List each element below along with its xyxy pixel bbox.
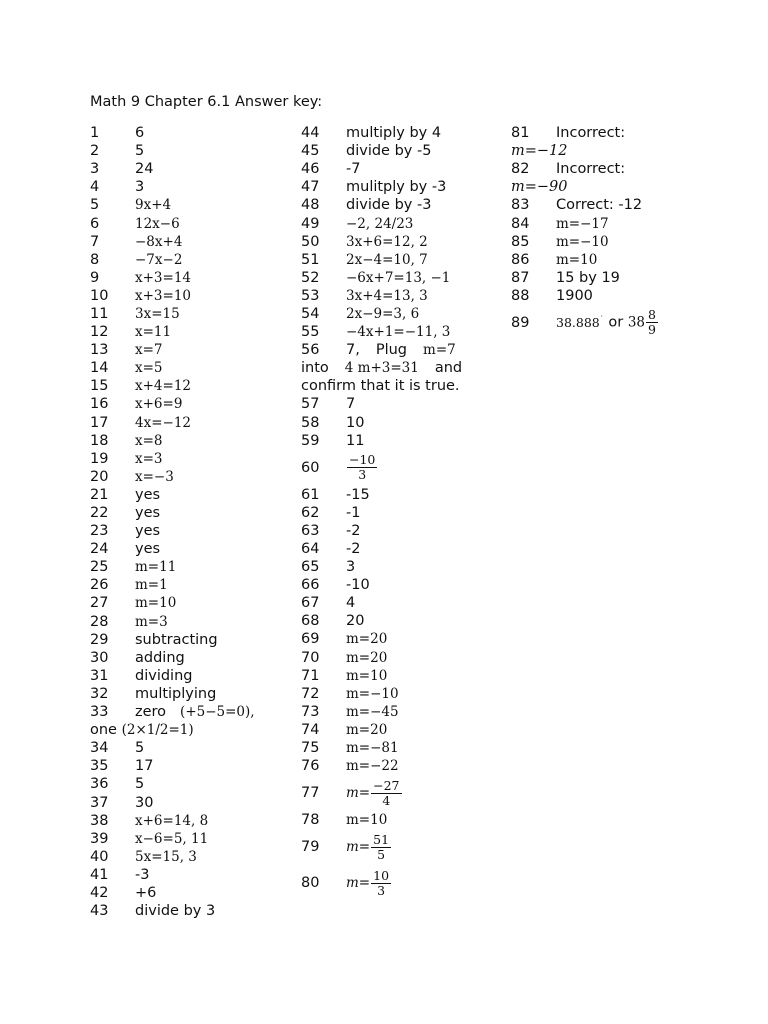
question-number: 54 [301,305,320,322]
answer-text: 20 [346,613,365,630]
answer-column-3 [511,124,731,341]
question-number: 81 [511,125,530,142]
answer-row-77 [301,775,501,811]
question-number: 59 [301,432,320,449]
math-expression: m= [346,839,371,856]
answer-row-15 [90,377,290,395]
answer-row-79 [301,829,501,865]
question-number: 30 [90,649,109,666]
question-number: 80 [301,875,320,892]
answer-text: divide by -3 [346,197,432,214]
answer-text: 7 [346,396,356,413]
answer-row-72 [301,685,501,703]
question-number: 48 [301,197,320,214]
question-number: 35 [90,758,109,775]
answer-row-59 [301,432,501,450]
question-number: 63 [301,522,320,539]
answer-text: mulitply by -3 [346,179,447,196]
question-number: 6 [90,215,100,232]
answer-row-12 [90,323,290,341]
answer-text: -3 [135,866,150,883]
answer-text: m=10 [135,595,177,612]
question-number: 36 [90,776,109,793]
answer-row-32 [90,685,290,703]
answer-text: −2, 24/23 [346,215,414,232]
answer-row-23 [90,522,290,540]
question-number: 41 [90,866,109,883]
answer-text: 3x+4=13, 3 [346,287,428,304]
question-number: 27 [90,595,109,612]
answer-row-34 [90,739,290,757]
answer-text: m=20 [346,721,388,738]
answer-text: 3x+6=12, 2 [346,233,428,250]
answer-text: x+6=14, 8 [135,812,209,829]
question-number: 76 [301,758,320,775]
answer-row-33-continued: one (2×1/2=1) [90,722,194,739]
answer-text: 38.888˙ or 38 $\frac{8}{9}$ [556,307,656,338]
question-number: 65 [301,559,320,576]
answer-row-21 [90,486,290,504]
answer-text: 5 [135,776,145,793]
answer-text: -1 [346,504,361,521]
question-number: 73 [301,703,320,720]
answer-row-82 [511,160,731,178]
answer-text: -2 [346,541,361,558]
answer-row-38 [90,812,290,830]
question-number: 66 [301,577,320,594]
answer-row-10 [90,287,290,305]
answer-row-37 [90,793,290,811]
answer-row-62 [301,504,501,522]
question-number: 25 [90,559,109,576]
question-number: 71 [301,667,320,684]
question-number: 58 [301,414,320,431]
answer-text: 10 [346,414,365,431]
answer-text: −6x+7=13, −1 [346,269,451,286]
answer-row-19 [90,450,290,468]
answer-text: m=3 [135,613,168,630]
question-number: 68 [301,613,320,630]
answer-row-53 [301,287,501,305]
fraction-numerator: −27 [373,777,400,793]
answer-row-83 [511,196,731,214]
answer-text: 9x+4 [135,197,172,214]
answer-row-25 [90,558,290,576]
question-number: 89 [511,314,530,331]
question-number: 40 [90,848,109,865]
question-number: 52 [301,269,320,286]
answer-row-18 [90,432,290,450]
answer-row-68 [301,612,501,630]
question-number: 24 [90,541,109,558]
answer-row-7 [90,233,290,251]
answer-text: 5 [135,740,145,757]
answer-text: m=1 [135,577,168,594]
answer-text: m=10 [346,667,388,684]
answer-row-9 [90,269,290,287]
question-number: 45 [301,143,320,160]
answer-row-40 [90,848,290,866]
question-number: 78 [301,812,320,829]
repeat-mark: ˙ [599,314,604,324]
question-number: 85 [511,233,530,250]
question-number: 13 [90,342,109,359]
answer-row-43 [90,902,290,920]
question-number: 61 [301,486,320,503]
answer-text: x=11 [135,324,172,341]
answer-row-11 [90,305,290,323]
answer-text: 24 [135,161,154,178]
fraction-numerator: 8 [648,307,656,323]
question-number: 62 [301,504,320,521]
answer-text: m=10 [346,812,388,829]
answer-text: 2x−9=3, 6 [346,305,420,322]
answer-row-69 [301,630,501,648]
answer-row-74 [301,721,501,739]
answer-text: divide by -5 [346,143,432,160]
math-expression: m= [346,785,371,802]
answer-text: 7, Plug m=7 [346,342,456,359]
answer-row-64 [301,540,501,558]
answer-text: −7x−2 [135,251,183,268]
answer-text: x=−3 [135,468,174,485]
answer-text: 5 [135,143,145,160]
answer-row-89 [511,305,731,341]
answer-row-84 [511,214,731,232]
answer-row-80 [301,865,501,901]
answer-row-39 [90,830,290,848]
answer-text: 6 [135,125,145,142]
answer-column-1 [90,124,290,920]
question-number: 67 [301,595,320,612]
answer-text: -7 [346,161,361,178]
question-number: 57 [301,396,320,413]
answer-row-52 [301,269,501,287]
question-number: 2 [90,143,100,160]
question-number: 34 [90,740,109,757]
answer-text: 4x=−12 [135,414,192,431]
answer-row-73 [301,703,501,721]
answer-text: x+4=12 [135,378,192,395]
question-number: 42 [90,884,109,901]
answer-text: m=−10 [556,233,609,250]
answer-row-81 [511,124,731,142]
question-number: 56 [301,342,320,359]
math-expression: (2×1/2=1) [121,722,194,739]
question-number: 1 [90,125,100,142]
answer-text: x=3 [135,450,163,467]
math-expression: m=7 [423,342,456,359]
answer-text: dividing [135,667,193,684]
question-number: 84 [511,215,530,232]
answer-text: 4 [346,595,356,612]
question-number: 32 [90,685,109,702]
answer-text: yes [135,486,161,503]
answer-text: x=7 [135,342,163,359]
math-expression: m= [346,875,371,892]
fraction-denominator: 3 [358,467,367,483]
answer-text: m=20 [346,649,388,666]
math-expression: (+5−5=0), [180,704,255,721]
question-number: 17 [90,414,109,431]
question-number: 4 [90,179,100,196]
question-number: 12 [90,324,109,341]
answer-row-26 [90,576,290,594]
question-number: 83 [511,197,530,214]
question-number: 50 [301,233,320,250]
answer-text: +6 [135,884,157,901]
question-number: 75 [301,740,320,757]
answer-row-8 [90,251,290,269]
answer-row-48 [301,196,501,214]
question-number: 23 [90,523,109,540]
answer-text: multiply by 4 [346,125,442,142]
answer-text: -2 [346,522,361,539]
answer-row-58 [301,414,501,432]
answer-row-33 [90,703,290,721]
answer-text: 17 [135,758,154,775]
answer-row-85 [511,233,731,251]
answer-row-86 [511,251,731,269]
answer-text: x−6=5, 11 [135,830,209,847]
answer-row-24 [90,540,290,558]
answer-row-60 [301,450,501,486]
question-number: 16 [90,396,109,413]
question-number: 15 [90,378,109,395]
answer-text: x+6=9 [135,396,183,413]
question-number: 53 [301,287,320,304]
question-number: 49 [301,215,320,232]
answer-row-5 [90,196,290,214]
question-number: 79 [301,839,320,856]
answer-column-2 [301,124,501,901]
answer-row-81-continued: m=−12 [511,143,568,160]
answer-text: 12x−6 [135,215,180,232]
answer-row-78 [301,811,501,829]
answer-row-56 [301,341,501,359]
fraction-denominator: 4 [382,792,391,808]
answer-row-66 [301,576,501,594]
question-number: 18 [90,432,109,449]
answer-text: 30 [135,794,154,811]
answer-text: Incorrect: [556,125,626,142]
question-number: 22 [90,505,109,522]
answer-text: x+3=10 [135,287,192,304]
question-number: 31 [90,667,109,684]
question-number: 38 [90,812,109,829]
question-number: 39 [90,830,109,847]
answer-row-56-continued: into 4 m+3=31 and [301,360,463,377]
question-number: 29 [90,631,109,648]
answer-row-47 [301,178,501,196]
answer-text: yes [135,541,161,558]
answer-text: adding [135,649,185,666]
answer-row-22 [90,504,290,522]
question-number: 9 [90,269,100,286]
question-number: 82 [511,161,530,178]
question-number: 44 [301,125,320,142]
question-number: 33 [90,704,109,721]
question-number: 86 [511,251,530,268]
fraction-numerator: −10 [349,452,376,468]
answer-text: m=−81 [346,740,399,757]
answer-text: -15 [346,486,370,503]
answer-row-31 [90,667,290,685]
answer-text: m=−10 [346,685,399,702]
answer-text: Incorrect: [556,161,626,178]
answer-row-2 [90,142,290,160]
question-number: 87 [511,269,530,286]
answer-text: 2x−4=10, 7 [346,251,428,268]
answer-row-88 [511,287,731,305]
answer-row-45 [301,142,501,160]
answer-text: x=8 [135,432,163,449]
answer-row-16 [90,395,290,413]
answer-row-65 [301,558,501,576]
answer-text: yes [135,523,161,540]
fraction-denominator: 5 [377,846,386,862]
answer-row-29 [90,631,290,649]
answer-text: x=5 [135,360,163,377]
answer-row-67 [301,594,501,612]
question-number: 14 [90,360,109,377]
answer-text: yes [135,505,161,522]
answer-text: 5x=15, 3 [135,848,197,865]
answer-row-56-continued-2: confirm that it is true. [301,378,460,395]
fraction [371,833,391,862]
answer-text: subtracting [135,631,218,648]
question-number: 20 [90,468,109,485]
answer-row-27 [90,594,290,612]
question-number: 5 [90,197,100,214]
answer-text: Correct: -12 [556,197,643,214]
answer-row-54 [301,305,501,323]
answer-text: m=10 [556,251,598,268]
question-number: 64 [301,541,320,558]
answer-text: −8x+4 [135,233,183,250]
answer-row-71 [301,667,501,685]
answer-row-28 [90,613,290,631]
answer-text: multiplying [135,685,217,702]
answer-row-35 [90,757,290,775]
question-number: 77 [301,785,320,802]
fraction [371,779,401,808]
question-number: 8 [90,251,100,268]
answer-row-75 [301,739,501,757]
answer-row-49 [301,214,501,232]
question-number: 7 [90,233,100,250]
answer-text: m=−22 [346,758,399,775]
answer-text: 11 [346,432,365,449]
answer-row-41 [90,866,290,884]
answer-row-14 [90,359,290,377]
fraction-numerator: 51 [373,831,390,847]
question-number: 72 [301,685,320,702]
question-number: 46 [301,161,320,178]
question-number: 51 [301,251,320,268]
answer-text: 15 by 19 [556,269,620,286]
fraction-numerator: 10 [373,867,390,883]
math-expression: 4 m+3=31 [344,360,419,377]
question-number: 55 [301,324,320,341]
question-number: 47 [301,179,320,196]
answer-row-46 [301,160,501,178]
answer-row-50 [301,233,501,251]
answer-text: m=−45 [346,703,399,720]
question-number: 70 [301,649,320,666]
answer-row-76 [301,757,501,775]
question-number: 26 [90,577,109,594]
answer-row-63 [301,522,501,540]
answer-row-82-continued: m=−90 [511,179,568,196]
answer-text: -10 [346,577,370,594]
answer-text: zero (+5−5=0), [135,704,255,721]
question-number: 11 [90,305,109,322]
answer-text: m=−17 [556,215,609,232]
answer-row-51 [301,251,501,269]
answer-row-61 [301,486,501,504]
fraction [371,869,391,898]
question-number: 3 [90,161,100,178]
answer-row-1 [90,124,290,142]
question-number: 88 [511,287,530,304]
question-number: 28 [90,613,109,630]
answer-text: 3x=15 [135,305,180,322]
question-number: 60 [301,459,320,476]
answer-row-57 [301,395,501,413]
question-number: 74 [301,721,320,738]
answer-row-6 [90,214,290,232]
answer-row-44 [301,124,501,142]
question-number: 43 [90,903,109,920]
question-number: 10 [90,287,109,304]
answer-text: 3 [135,179,145,196]
answer-text: −4x+1=−11, 3 [346,324,451,341]
answer-row-42 [90,884,290,902]
question-number: 69 [301,631,320,648]
answer-text: x+3=14 [135,269,192,286]
answer-row-13 [90,341,290,359]
answer-row-3 [90,160,290,178]
answer-row-55 [301,323,501,341]
answer-text: divide by 3 [135,903,216,920]
fraction [347,453,377,482]
fraction-denominator: 3 [377,882,386,898]
page-title: Math 9 Chapter 6.1 Answer key: [90,94,323,110]
answer-row-36 [90,775,290,793]
question-number: 19 [90,450,109,467]
fraction [646,308,658,337]
repeating-decimal: 38.888˙ [556,314,604,330]
answer-row-4 [90,178,290,196]
answer-text: m=20 [346,631,388,648]
question-number: 37 [90,794,109,811]
answer-text: 3 [346,559,356,576]
question-number: 21 [90,486,109,503]
answer-text: 1900 [556,287,593,304]
answer-row-20 [90,468,290,486]
answer-row-70 [301,649,501,667]
mixed-number-whole: 38 [627,314,645,331]
answer-row-87 [511,269,731,287]
answer-text: m=11 [135,559,177,576]
answer-row-30 [90,649,290,667]
answer-row-17 [90,414,290,432]
fraction-denominator: 9 [648,322,656,338]
